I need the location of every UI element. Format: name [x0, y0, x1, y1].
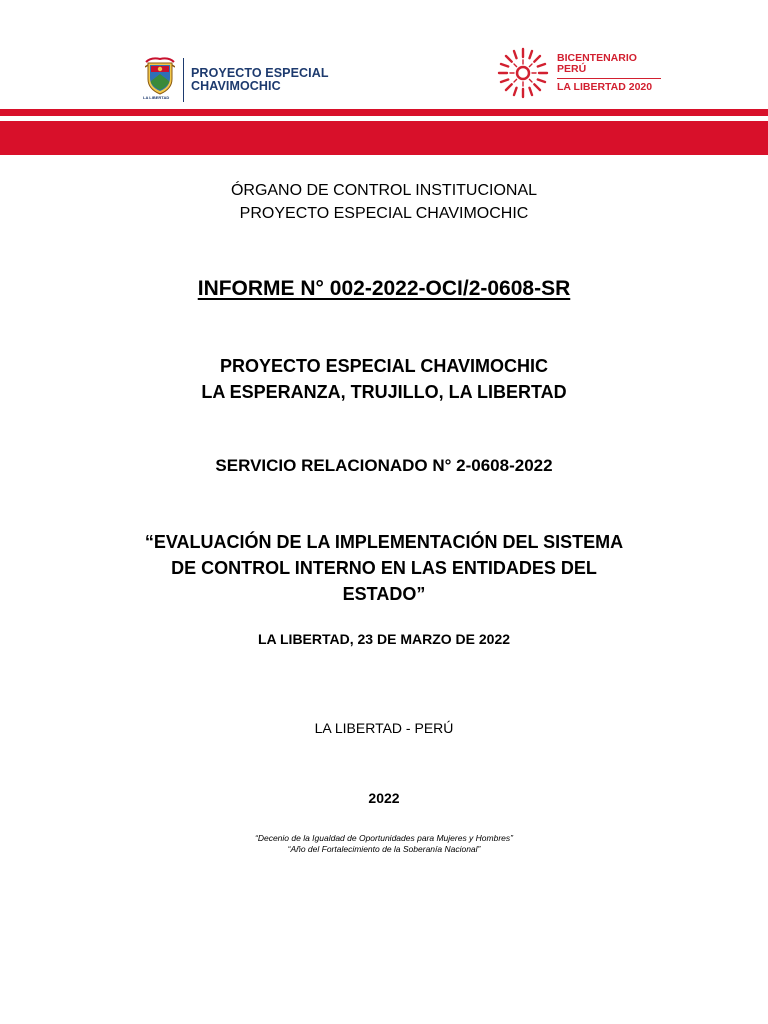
evaluation-title-line3: ESTADO”: [342, 584, 426, 604]
evaluation-title-line1: “EVALUACIÓN DE LA IMPLEMENTACIÓN DEL SISTEMA: [144, 532, 624, 552]
bicentenario-rule: [557, 78, 661, 79]
entity-name: PROYECTO ESPECIAL CHAVIMOCHIC: [219, 356, 549, 376]
la-libertad-shield-icon: [145, 57, 175, 103]
official-motto-line2: “Año del Fortalecimiento de la Soberanía Nacional”: [287, 844, 481, 854]
bicentenario-wordmark-line1: BICENTENARIO: [557, 51, 637, 64]
chavimochic-wordmark: [191, 67, 329, 93]
evaluation-title: [0, 529, 768, 607]
report-date: LA LIBERTAD, 23 DE MARZO DE 2022: [257, 631, 511, 647]
entity-location: LA ESPERANZA, TRUJILLO, LA LIBERTAD: [201, 382, 567, 402]
official-motto-line1: “Decenio de la Igualdad de Oportunidades para Mujeres y Hombres”: [255, 833, 513, 843]
header-band-thick: [0, 121, 768, 155]
shield-caption: LA LIBERTAD: [143, 95, 170, 100]
logo-divider: [183, 58, 184, 102]
report-place: LA LIBERTAD - PERÚ: [314, 720, 454, 736]
organization-heading-line1: ÓRGANO DE CONTROL INSTITUCIONAL: [230, 182, 538, 199]
report-title: INFORME N° 002-2022-OCI/2-0608-SR: [197, 277, 571, 300]
chavimochic-logo: [145, 56, 329, 104]
bicentenario-sun-icon: [496, 46, 550, 100]
report-year: 2022: [368, 790, 400, 806]
chavimochic-wordmark-line1: PROYECTO ESPECIAL: [191, 66, 329, 80]
header-band-thin: [0, 109, 768, 116]
report-title-block: [0, 277, 768, 301]
service-number: SERVICIO RELACIONADO N° 2-0608-2022: [215, 456, 553, 475]
bicentenario-logo: [496, 46, 661, 100]
evaluation-title-line2: DE CONTROL INTERNO EN LAS ENTIDADES DEL: [171, 558, 597, 578]
bicentenario-wordmark-line2: PERÚ: [557, 63, 587, 76]
chavimochic-wordmark-line2: CHAVIMOCHIC: [191, 79, 281, 93]
bicentenario-wordmark-line3: LA LIBERTAD 2020: [557, 80, 653, 93]
official-motto: [0, 833, 768, 855]
bicentenario-wordmark: [557, 53, 661, 94]
organization-heading-line2: PROYECTO ESPECIAL CHAVIMOCHIC: [239, 205, 529, 222]
organization-heading: [0, 179, 768, 225]
entity-block: [0, 353, 768, 405]
